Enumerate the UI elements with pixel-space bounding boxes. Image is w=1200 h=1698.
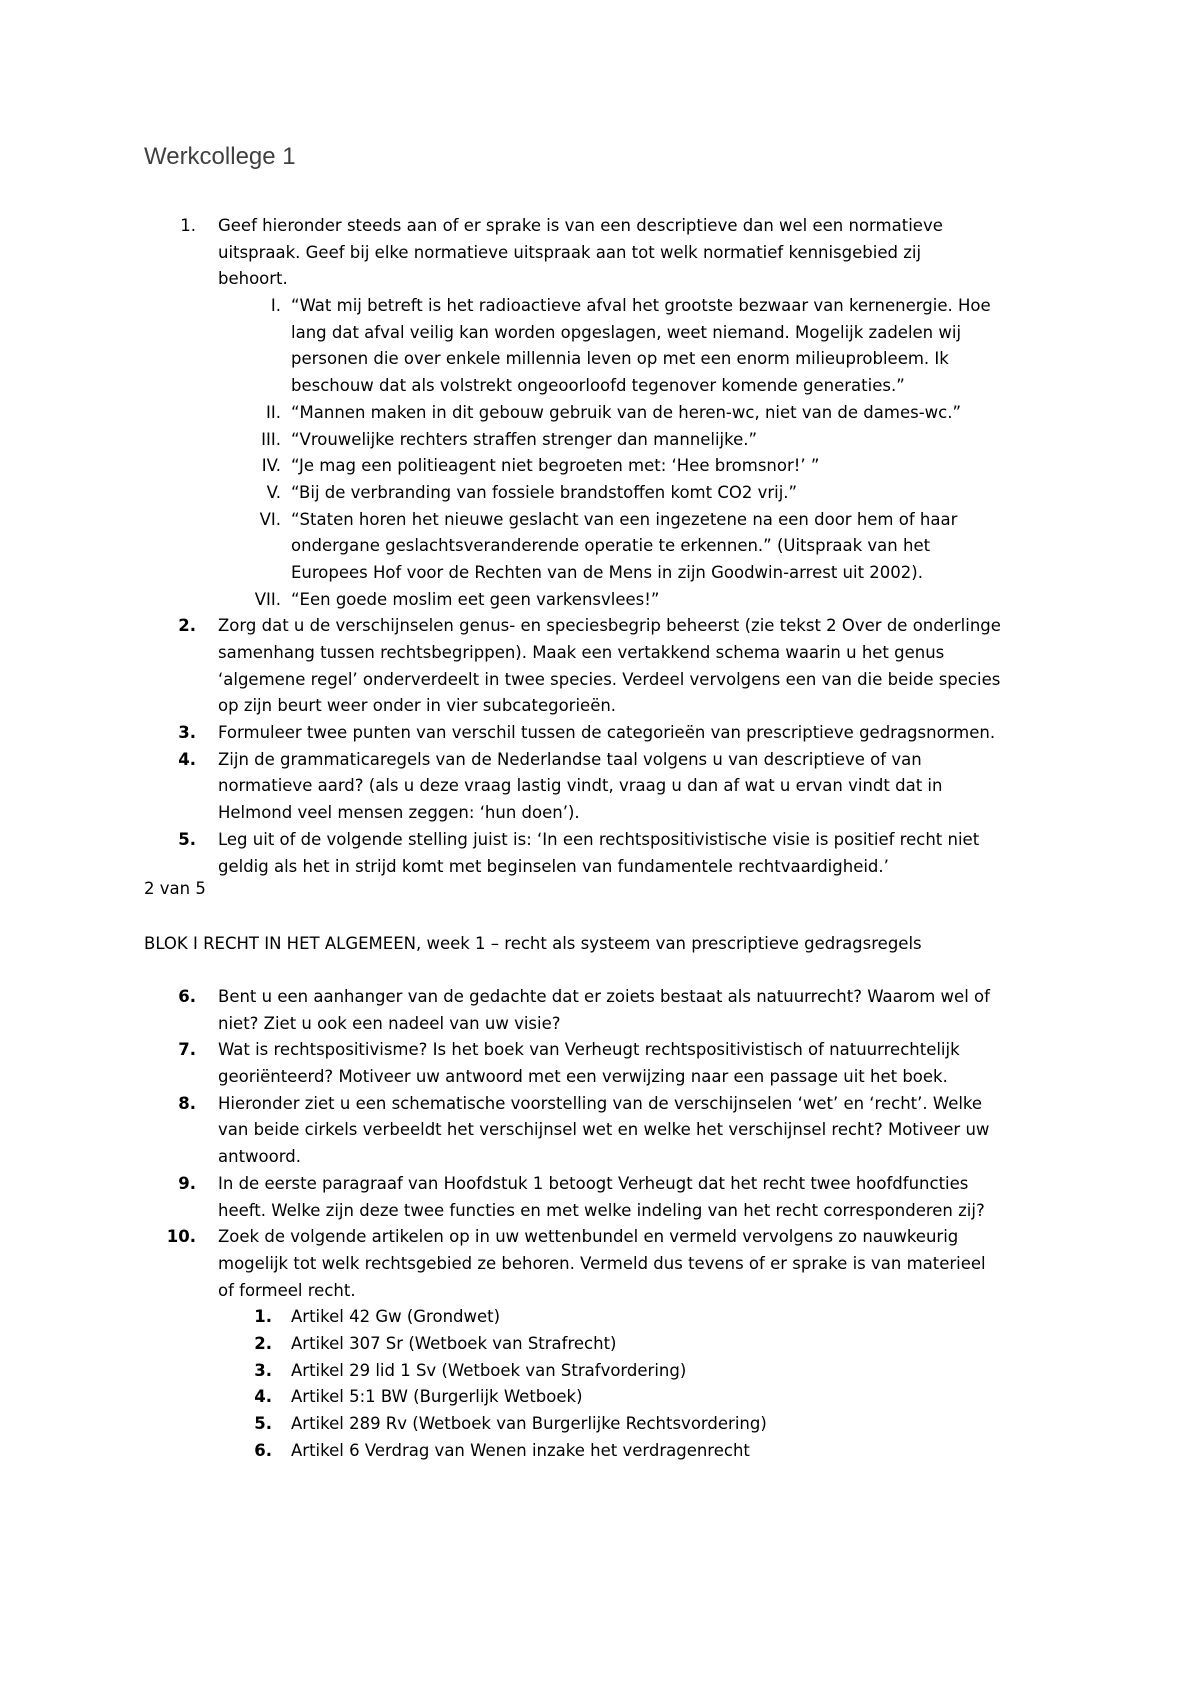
sub-item-text: Artikel 42 Gw (Grondwet)	[291, 1307, 501, 1327]
sub-item	[0, 1304, 1200, 1331]
block-heading: BLOK I RECHT IN HET ALGEMEEN, week 1 – recht als systeem van prescriptieve gedragsregels	[144, 934, 922, 953]
question-line	[0, 266, 1200, 293]
question-line	[0, 1198, 1200, 1225]
sub-item-number: IV.	[261, 456, 281, 476]
question-number: 5.	[178, 829, 196, 849]
sub-item-text: “Een goede moslim eet geen varkensvlees!”	[291, 589, 660, 609]
question-item	[0, 213, 1200, 240]
question-text: In de eerste paragraaf van Hoofdstuk 1 betoogt Verheugt dat het recht twee hoofdfuncties	[218, 1173, 969, 1193]
question-number: 2.	[178, 616, 196, 636]
question-list-2	[0, 984, 1200, 1464]
question-text: Zijn de grammaticaregels van de Nederlandse taal volgens u van descriptieve of van	[218, 749, 922, 769]
sub-item-text: beschouw dat als volstrekt ongeoorloofd tegenover komende generaties.”	[291, 376, 905, 396]
question-item	[0, 613, 1200, 640]
sub-item	[0, 427, 1200, 454]
question-text: niet? Ziet u ook een nadeel van uw visie?	[218, 1013, 561, 1033]
question-text: geldig als het in strijd komt met beginselen van fundamentele rechtvaardigheid.’	[218, 856, 889, 876]
sub-item-text: ondergane geslachtsveranderende operatie te erkennen.” (Uitspraak van het	[291, 536, 931, 556]
sub-item-text: Artikel 6 Verdrag van Wenen inzake het verdragenrecht	[291, 1440, 750, 1460]
question-list-1	[0, 213, 1200, 880]
question-text: antwoord.	[218, 1147, 301, 1167]
sub-item	[0, 293, 1200, 320]
question-line	[0, 773, 1200, 800]
question-text: ‘algemene regel’ onderverdeelt in twee species. Verdeel vervolgens een van die beide species	[218, 669, 1001, 689]
question-text: Helmond veel mensen zeggen: ‘hun doen’).	[218, 803, 580, 823]
page-marker-wrap	[0, 876, 1200, 903]
sub-item-text: “Je mag een politieagent niet begroeten met: ‘Hee bromsnor!’ ”	[291, 456, 820, 476]
question-number: 9.	[178, 1173, 196, 1193]
sub-item-text: Artikel 29 lid 1 Sv (Wetboek van Strafvordering)	[291, 1360, 687, 1380]
sub-item-text: “Wat mij betreft is het radioactieve afval het grootste bezwaar van kernenergie. Hoe	[291, 296, 991, 316]
question-line	[0, 800, 1200, 827]
sub-item-text: Artikel 289 Rv (Wetboek van Burgerlijke Rechtsvordering)	[291, 1414, 767, 1433]
question-text: georiënteerd? Motiveer uw antwoord met een verwijzing naar een passage uit het boek.	[218, 1067, 948, 1087]
sub-item-number: I.	[270, 296, 281, 316]
question-text: Bent u een aanhanger van de gedachte dat er zoiets bestaat als natuurrecht? Waarom wel of	[218, 987, 990, 1006]
question-text: Geef hieronder steeds aan of er sprake is van een descriptieve dan wel een normatieve	[218, 216, 943, 235]
question-text: normatieve aard? (als u deze vraag lastig vindt, vraag u dan af wat u ervan vindt dat in	[218, 776, 943, 796]
sub-item	[0, 400, 1200, 427]
question-number: 1.	[180, 216, 196, 235]
sub-item-number: V.	[266, 482, 281, 502]
question-item	[0, 827, 1200, 854]
question-text: mogelijk tot welk rechtsgebied ze behoren. Vermeld dus tevens of er sprake is van materieel	[218, 1253, 986, 1273]
question-text: Wat is rechtspositivisme? Is het boek van Verheugt rechtspositivistisch of natuurrechtelijk	[218, 1040, 960, 1060]
sub-item-number: II.	[266, 402, 281, 422]
sub-item-number: 1.	[254, 1307, 272, 1327]
question-text: of formeel recht.	[218, 1280, 356, 1300]
question-item	[0, 1037, 1200, 1064]
sub-item-line	[0, 533, 1200, 560]
question-text: Formuleer twee punten van verschil tussen de categorieën van prescriptieve gedragsnormen.	[218, 723, 996, 743]
question-number: 4.	[178, 749, 196, 769]
question-line	[0, 240, 1200, 267]
sub-item	[0, 507, 1200, 534]
sub-item-line	[0, 320, 1200, 347]
question-line	[0, 693, 1200, 720]
question-text: uitspraak. Geef bij elke normatieve uitspraak aan tot welk normatief kennisgebied zij	[218, 242, 922, 262]
question-item	[0, 747, 1200, 774]
question-line	[0, 1251, 1200, 1278]
question-text: behoort.	[218, 269, 288, 289]
question-number: 6.	[178, 987, 196, 1006]
sub-item-text: Europees Hof voor de Rechten van de Mens in zijn Goodwin-arrest uit 2002).	[291, 562, 923, 582]
sub-item-number: III.	[261, 429, 281, 449]
sub-item-number: VI.	[259, 509, 281, 529]
question-line	[0, 1117, 1200, 1144]
sub-item-number: VII.	[254, 589, 281, 609]
question-line	[0, 667, 1200, 694]
sub-item	[0, 1384, 1200, 1411]
sub-item	[0, 1358, 1200, 1385]
sub-item	[0, 480, 1200, 507]
sub-item-line	[0, 560, 1200, 587]
sub-item	[0, 1411, 1200, 1438]
question-number: 10.	[166, 1227, 196, 1247]
question-item	[0, 720, 1200, 747]
sub-item-text: personen die over enkele millennia leven op met een enorm milieuprobleem. Ik	[291, 349, 949, 369]
sub-item-text: “Mannen maken in dit gebouw gebruik van de heren-wc, niet van de dames-wc.”	[291, 402, 962, 422]
question-line	[0, 1064, 1200, 1091]
question-item	[0, 1171, 1200, 1198]
question-text: van beide cirkels verbeeldt het verschijnsel wet en welke het verschijnsel recht? Motiveer uw	[218, 1120, 990, 1140]
sub-item-text: “Staten horen het nieuwe geslacht van een ingezetene na een door hem of haar	[291, 509, 958, 529]
question-text: Zoek de volgende artikelen op in uw wettenbundel en vermeld vervolgens zo nauwkeurig	[218, 1227, 959, 1247]
sub-item-number: 3.	[254, 1360, 272, 1380]
block-heading-wrap	[0, 931, 1200, 958]
sub-item-line	[0, 346, 1200, 373]
page-title: Werkcollege 1	[144, 143, 296, 170]
question-line	[0, 1011, 1200, 1038]
sub-item-text: lang dat afval veilig kan worden opgeslagen, weet niemand. Mogelijk zadelen wij	[291, 322, 962, 342]
question-item	[0, 984, 1200, 1011]
question-number: 7.	[178, 1040, 196, 1060]
question-text: heeft. Welke zijn deze twee functies en met welke indeling van het recht corresponderen zij?	[218, 1200, 985, 1220]
sub-item-number: 2.	[254, 1333, 272, 1353]
sub-item-number: 5.	[254, 1414, 272, 1433]
question-text: op zijn beurt weer onder in vier subcategorieën.	[218, 696, 617, 716]
question-item	[0, 1091, 1200, 1118]
page-marker: 2 van 5	[144, 879, 206, 898]
sub-item	[0, 1438, 1200, 1465]
sub-item-text: Artikel 5:1 BW (Burgerlijk Wetboek)	[291, 1387, 583, 1407]
question-text: Leg uit of de volgende stelling juist is: ‘In een rechtspositivistische visie is positief recht niet	[218, 829, 980, 849]
question-number: 8.	[178, 1093, 196, 1113]
sub-item-text: “Vrouwelijke rechters straffen strenger dan mannelijke.”	[291, 429, 758, 449]
sub-item	[0, 587, 1200, 614]
question-number: 3.	[178, 723, 196, 743]
sub-item-text: Artikel 307 Sr (Wetboek van Strafrecht)	[291, 1333, 617, 1353]
sub-item-text: “Bij de verbranding van fossiele brandstoffen komt CO2 vrij.”	[291, 482, 798, 502]
sub-item	[0, 453, 1200, 480]
sub-item	[0, 1331, 1200, 1358]
sub-item-number: 4.	[254, 1387, 272, 1407]
question-text: samenhang tussen rechtsbegrippen). Maak een vertakkend schema waarin u het genus	[218, 643, 945, 662]
sub-item-number: 6.	[254, 1440, 272, 1460]
question-item	[0, 1224, 1200, 1251]
sub-item-line	[0, 373, 1200, 400]
question-line	[0, 1278, 1200, 1305]
question-line	[0, 640, 1200, 667]
question-text: Hieronder ziet u een schematische voorstelling van de verschijnselen ‘wet’ en ‘recht’. Welke	[218, 1093, 983, 1113]
question-text: Zorg dat u de verschijnselen genus- en speciesbegrip beheerst (zie tekst 2 Over de onderlinge	[218, 616, 1001, 636]
question-line	[0, 1144, 1200, 1171]
